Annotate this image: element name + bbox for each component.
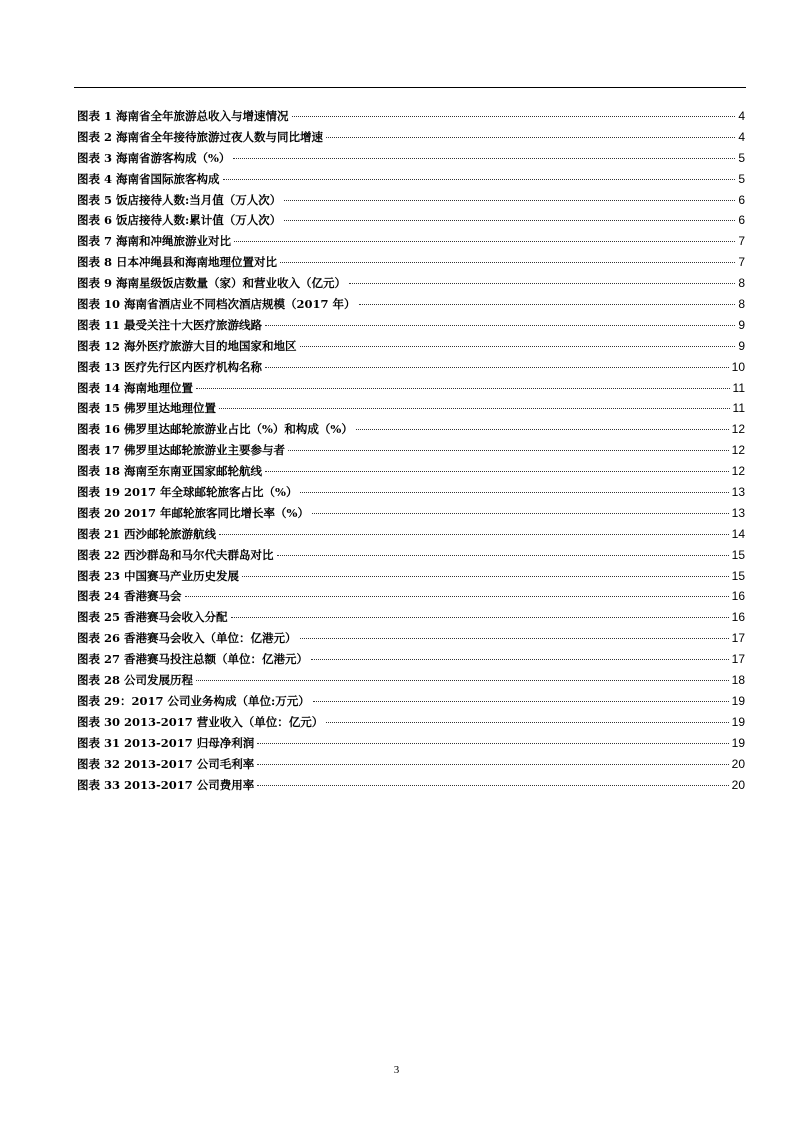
toc-entry[interactable]: [77, 505, 745, 526]
dot-leader: [326, 137, 735, 138]
dot-leader: [311, 659, 729, 660]
toc-entry-title: 图表 28 公司发展历程: [77, 673, 194, 688]
toc-entry[interactable]: [77, 233, 745, 254]
toc-entry-title: 图表 15 佛罗里达地理位置: [77, 401, 217, 416]
toc-entry-page: 13: [731, 485, 745, 500]
toc-entry-page: 12: [731, 422, 745, 437]
toc-entry-page: 14: [731, 526, 745, 541]
toc-entry-title: 图表 13 医疗先行区内医疗机构名称: [77, 359, 263, 374]
toc-entry-title: 图表 9 海南星级饭店数量（家）和营业收入（亿元）: [77, 276, 347, 291]
toc-entry-page: 12: [731, 443, 745, 458]
dot-leader: [196, 388, 730, 389]
toc-entry-page: 19: [731, 714, 745, 729]
toc-entry[interactable]: [77, 693, 745, 714]
toc-entry-title: 图表 14 海南地理位置: [77, 380, 194, 395]
toc-entry-page: 6: [738, 192, 745, 207]
toc-entry-title: 图表 24 香港赛马会: [77, 589, 182, 604]
dot-leader: [313, 701, 729, 702]
header-rule: [74, 87, 746, 88]
toc-entry[interactable]: [77, 609, 745, 630]
toc-entry-page: 19: [731, 735, 745, 750]
toc-entry-title: 图表 23 中国赛马产业历史发展: [77, 568, 240, 583]
dot-leader: [300, 638, 729, 639]
dot-leader: [234, 241, 735, 242]
toc-entry-page: 11: [732, 380, 745, 395]
toc-entry-page: 7: [738, 255, 745, 270]
toc-entry-page: 16: [731, 589, 745, 604]
toc-entry-title: 图表 1 海南省全年旅游总收入与增速情况: [77, 109, 289, 123]
toc-entry[interactable]: [77, 526, 745, 547]
toc-entry-page: 9: [738, 338, 745, 353]
toc-entry-page: 15: [731, 568, 745, 583]
toc-entry-page: 19: [731, 693, 745, 708]
toc-entry-page: 11: [732, 401, 745, 416]
toc-entry[interactable]: [77, 651, 745, 672]
dot-leader: [233, 158, 735, 159]
toc-entry-title: 图表 27 香港赛马投注总额（单位：亿港元）: [77, 652, 309, 667]
toc-entry-title: 图表 29：2017 公司业务构成（单位:万元）: [77, 693, 310, 708]
toc-entry-page: 13: [731, 505, 745, 520]
toc-entry[interactable]: [77, 212, 745, 233]
toc-entry[interactable]: [77, 338, 745, 359]
toc-entry[interactable]: [77, 463, 745, 484]
toc-entry-title: 图表 4 海南省国际旅客构成: [77, 171, 220, 186]
dot-leader: [257, 743, 728, 744]
toc-entry-page: 20: [731, 777, 745, 792]
toc-entry-page: 17: [731, 631, 745, 646]
toc-entry-title: 图表 31 2013-2017 归母净利润: [77, 735, 255, 750]
toc-entry[interactable]: [77, 296, 745, 317]
toc-entry-title: 图表 3 海南省游客构成（%）: [77, 150, 231, 165]
toc-entry-page: 5: [738, 150, 745, 165]
toc-entry-title: 图表 19 2017 年全球邮轮旅客占比（%）: [77, 485, 298, 500]
dot-leader: [257, 764, 728, 765]
dot-leader: [292, 116, 736, 117]
toc-entry-title: 图表 2 海南省全年接待旅游过夜人数与同比增速: [77, 129, 324, 144]
dot-leader: [219, 408, 730, 409]
toc-entry-title: 图表 5 饭店接待人数:当月值（万人次）: [77, 192, 282, 207]
toc-entry[interactable]: [77, 547, 745, 568]
dot-leader: [326, 722, 728, 723]
toc-entry[interactable]: [77, 359, 745, 380]
page-number: 3: [393, 1064, 400, 1076]
toc-entry[interactable]: [77, 777, 745, 798]
toc-entry[interactable]: [77, 400, 745, 421]
toc-entry-title: 图表 6 饭店接待人数:累计值（万人次）: [77, 213, 282, 228]
dot-leader: [284, 220, 735, 221]
dot-leader: [219, 534, 729, 535]
toc-entry-page: 8: [738, 297, 745, 312]
toc-entry-title: 图表 10 海南省酒店业不同档次酒店规模（2017 年）: [77, 297, 356, 312]
toc-entry-page: 16: [731, 610, 745, 625]
toc-entry[interactable]: [77, 421, 745, 442]
toc-entry-title: 图表 26 香港赛马会收入（单位：亿港元）: [77, 631, 297, 646]
dot-leader: [185, 596, 729, 597]
toc-entry-title: 图表 20 2017 年邮轮旅客同比增长率（%）: [77, 505, 309, 520]
toc-entry-title: 图表 18 海南至东南亚国家邮轮航线: [77, 464, 263, 479]
toc-entry[interactable]: [77, 672, 745, 693]
dot-leader: [231, 617, 729, 618]
toc-entry-title: 图表 22 西沙群岛和马尔代夫群岛对比: [77, 547, 274, 562]
dot-leader: [196, 680, 729, 681]
dot-leader: [312, 513, 729, 514]
toc-entry[interactable]: [77, 442, 745, 463]
dot-leader: [300, 346, 736, 347]
toc-entry-title: 图表 30 2013-2017 营业收入（单位：亿元）: [77, 714, 324, 729]
toc-entry[interactable]: [77, 171, 745, 192]
dot-leader: [265, 367, 729, 368]
dot-leader: [359, 304, 736, 305]
toc-entry-page: 9: [738, 317, 745, 332]
toc-entry-title: 图表 17 佛罗里达邮轮旅游业主要参与者: [77, 443, 286, 458]
toc-entry-page: 4: [738, 109, 745, 123]
toc-entry-page: 12: [731, 464, 745, 479]
toc-entry-page: 15: [731, 547, 745, 562]
toc-entry[interactable]: [77, 317, 745, 338]
toc-entry[interactable]: [77, 380, 745, 401]
dot-leader: [242, 576, 729, 577]
dot-leader: [349, 283, 735, 284]
toc-entry-title: 图表 8 日本冲绳县和海南地理位置对比: [77, 255, 278, 270]
toc-entry-page: 18: [731, 673, 745, 688]
dot-leader: [223, 179, 736, 180]
toc-entry-title: 图表 32 2013-2017 公司毛利率: [77, 756, 255, 771]
toc-entry[interactable]: [77, 129, 745, 150]
toc-entry-title: 图表 21 西沙邮轮旅游航线: [77, 526, 217, 541]
dot-leader: [288, 450, 729, 451]
toc-entry-page: 5: [738, 171, 745, 186]
toc-entry[interactable]: [77, 108, 745, 129]
toc-entry-page: 7: [738, 234, 745, 249]
toc-entry[interactable]: [77, 588, 745, 609]
dot-leader: [265, 325, 735, 326]
dot-leader: [277, 555, 729, 556]
toc-entry-title: 图表 33 2013-2017 公司费用率: [77, 777, 255, 792]
toc-entry-page: 6: [738, 213, 745, 228]
toc-entry[interactable]: [77, 630, 745, 651]
toc-entry[interactable]: [77, 756, 745, 777]
dot-leader: [356, 429, 729, 430]
toc-entry[interactable]: [77, 568, 745, 589]
dot-leader: [257, 785, 728, 786]
dot-leader: [300, 492, 728, 493]
table-of-figures: [77, 108, 745, 797]
toc-entry[interactable]: [77, 254, 745, 275]
dot-leader: [280, 262, 735, 263]
toc-entry[interactable]: [77, 714, 745, 735]
toc-entry-title: 图表 11 最受关注十大医疗旅游线路: [77, 317, 263, 332]
toc-entry-page: 4: [738, 129, 745, 144]
toc-entry-page: 20: [731, 756, 745, 771]
dot-leader: [265, 471, 729, 472]
toc-entry[interactable]: [77, 484, 745, 505]
toc-entry-page: 10: [731, 359, 745, 374]
toc-entry[interactable]: [77, 735, 745, 756]
toc-entry[interactable]: [77, 150, 745, 171]
toc-entry-title: 图表 7 海南和冲绳旅游业对比: [77, 234, 232, 249]
toc-entry-title: 图表 16 佛罗里达邮轮旅游业占比（%）和构成（%）: [77, 422, 353, 437]
dot-leader: [284, 200, 735, 201]
toc-entry[interactable]: [77, 275, 745, 296]
toc-entry-title: 图表 25 香港赛马会收入分配: [77, 610, 228, 625]
toc-entry-page: 17: [731, 652, 745, 667]
toc-entry[interactable]: [77, 192, 745, 213]
toc-entry-title: 图表 12 海外医疗旅游大目的地国家和地区: [77, 338, 297, 353]
toc-entry-page: 8: [738, 276, 745, 291]
